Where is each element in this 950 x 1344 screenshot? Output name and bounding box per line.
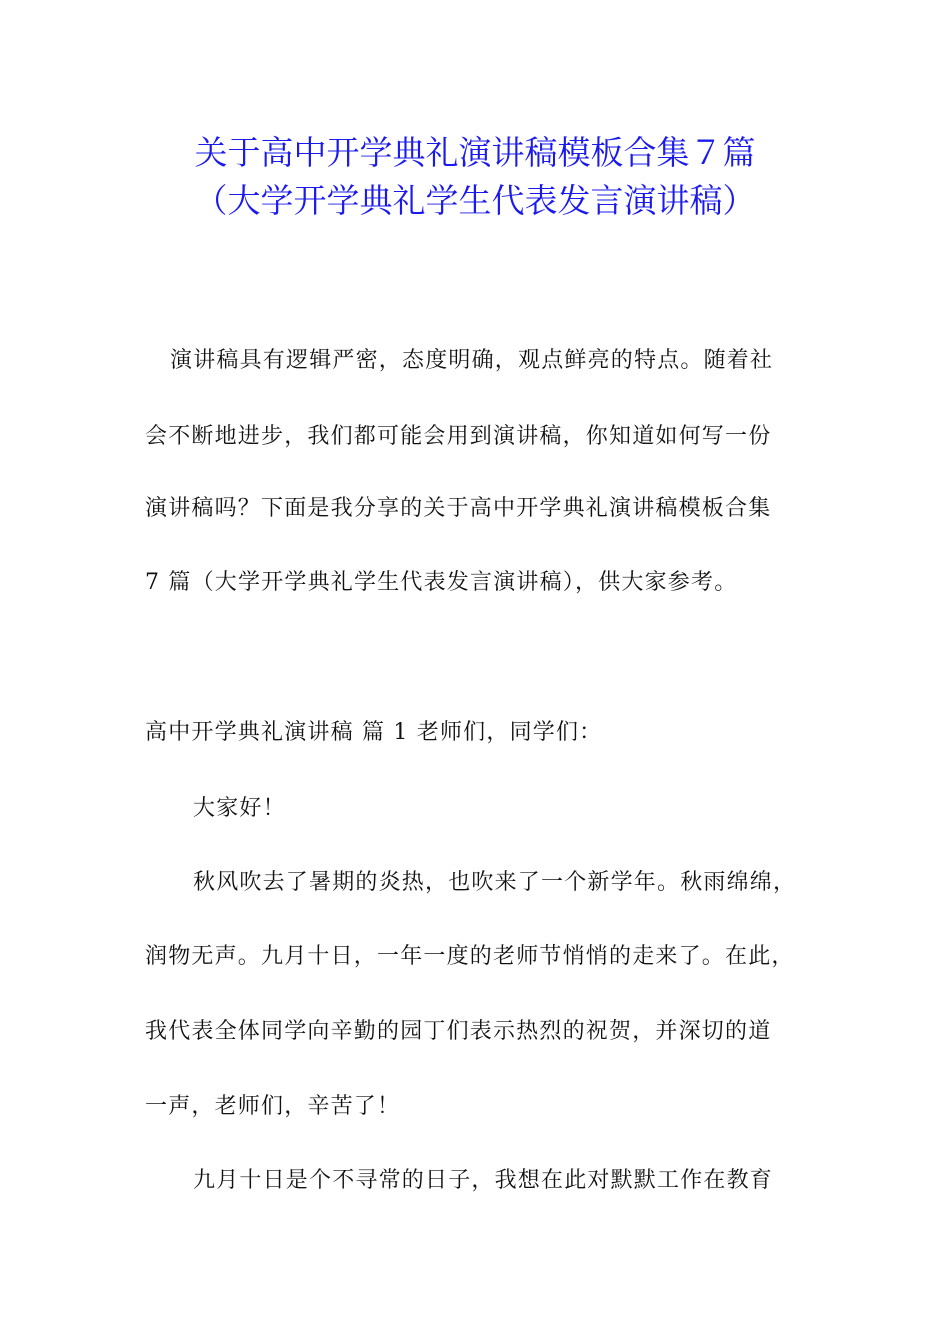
document-title-line-1: 关于高中开学典礼演讲稿模板合集７篇 [194, 133, 756, 172]
intro-paragraph-line: 演讲稿具有逻辑严密，态度明确，观点鲜亮的特点。随着社 [170, 348, 774, 373]
document-title-line-2: （大学开学典礼学生代表发言演讲稿） [194, 181, 756, 220]
intro-paragraph-line: 7 篇（大学开学典礼学生代表发言演讲稿），供大家参考。 [145, 570, 738, 595]
body-paragraph-line: 秋风吹去了暑期的炎热，也吹来了一个新学年。秋雨绵绵， [193, 870, 797, 895]
section-heading: 高中开学典礼演讲稿 篇 1 老师们，同学们： [145, 720, 603, 745]
body-paragraph-line: 润物无声。九月十日，一年一度的老师节悄悄的走来了。在此， [145, 944, 795, 969]
body-paragraph-line: 大家好！ [193, 796, 286, 821]
intro-paragraph-line: 会不断地进步，我们都可能会用到演讲稿，你知道如何写一份 [145, 424, 772, 449]
body-paragraph-line: 九月十日是个不寻常的日子，我想在此对默默工作在教育 [193, 1168, 774, 1193]
body-paragraph-line: 我代表全体同学向辛勤的园丁们表示热烈的祝贺，并深切的道 [145, 1019, 772, 1044]
body-paragraph-line: 一声，老师们，辛苦了！ [145, 1094, 401, 1119]
intro-paragraph-line: 演讲稿吗？下面是我分享的关于高中开学典礼演讲稿模板合集 [145, 496, 772, 521]
